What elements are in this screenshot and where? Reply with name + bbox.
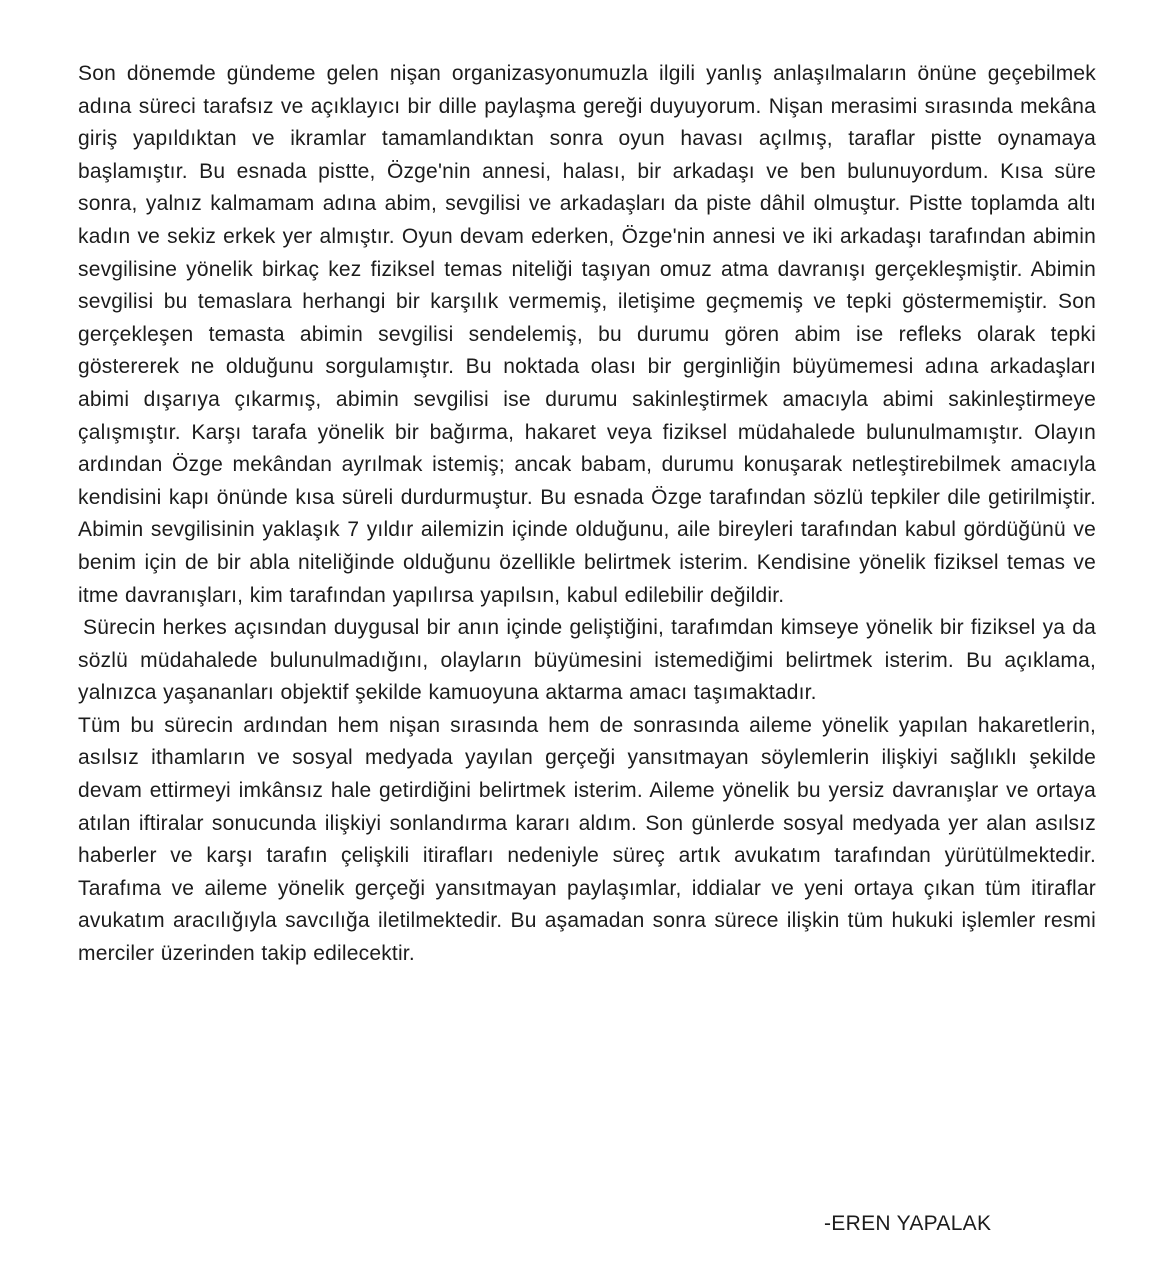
paragraph-legal-process: Tüm bu sürecin ardından hem nişan sırasında hem de sonrasında aileme yönelik yapılan hakaretlerin, asılsız ithamların ve sosyal medyada yayılan gerçeği yansıtmayan söylemlerin ilişkiyi sağlıklı şekilde devam ettirmeyi imkânsız hale getirdiğini belirtmek isterim. Aileme yönelik bu yersiz davranışlar ve ortaya atılan iftiralar sonucunda ilişkiyi sonlandırma kararı aldım. Son günlerde sosyal medyada yer alan asılsız haberler ve karşı tarafın çelişkili itirafları nedeniyle süreç artık avukatım tarafından yürütülmektedir. Tarafıma ve aileme yönelik gerçeği yansıtmayan paylaşımlar, iddialar ve yeni ortaya çıkan tüm itiraflar avukatım aracılığıyla savcılığa iletilmektedir. Bu aşamadan sonra sürece ilişkin tüm hukuki işlemler resmi merciler üzerinden takip edilecektir. (78, 713, 1096, 966)
paragraph-incident-account: Son dönemde gündeme gelen nişan organizasyonumuzla ilgili yanlış anlaşılmaların önüne geçebilmek adına süreci tarafsız ve açıklayıcı bir dille paylaşma gereği duyuyorum. Nişan merasimi sırasında mekâna giriş yapıldıktan ve ikramlar tamamlandıktan sonra oyun havası açılmış, taraflar pistte oynamaya başlamıştır. Bu esnada pistte, Özge'nin annesi, halası, bir arkadaşı ve ben bulunuyordum. Kısa süre sonra, yalnız kalmamam adına abim, sevgilisi ve arkadaşları da piste dâhil olmuştur. Pistte toplamda altı kadın ve sekiz erkek yer almıştır. Oyun devam ederken, Özge'nin annesi ve iki arkadaşı tarafından abimin sevgilisine yönelik birkaç kez fiziksel temas niteliği taşıyan omuz atma davranışı gerçekleşmiştir. Abimin sevgilisi bu temaslara herhangi bir karşılık vermemiş, iletişime geçmemiş ve tepki göstermemiştir. Son gerçekleşen temasta abimin sevgilisi sendelemiş, bu durumu gören abim ise refleks olarak tepki göstererek ne olduğunu sorgulamıştır. Bu noktada olası bir gerginliğin büyümemesi adına arkadaşları abimi dışarıya çıkarmış, abimin sevgilisi ise durumu sakinleştirmek amacıyla abimi sakinleştirmeye çalışmıştır. Karşı tarafa yönelik bir bağırma, hakaret veya fiziksel müdahalede bulunulmamıştır. Olayın ardından Özge mekândan ayrılmak istemiş; ancak babam, durumu konuşarak netleştirebilmek amacıyla kendisini kapı önünde kısa süreli durdurmuştur. Bu esnada Özge tarafından sözlü tepkiler dile getirilmiştir. Abimin sevgilisinin yaklaşık 7 yıldır ailemizin içinde olduğunu, aile bireyleri tarafından kabul gördüğünü ve benim için de bir abla niteliğinde olduğunu özellikle belirtmek isterim. Kendisine yönelik fiziksel temas ve itme davranışları, kim tarafından yapılırsa yapılsın, kabul edilebilir değildir. (78, 62, 1096, 607)
statement-body (78, 58, 1096, 971)
signature: -EREN YAPALAK (824, 1212, 992, 1235)
paragraph-clarification: Sürecin herkes açısından duygusal bir anın içinde geliştiğini, tarafımdan kimseye yönelik bir fiziksel ya da sözlü müdahalede bulunulmadığını, olayların büyümesini istemediğimi belirtmek isterim. Bu açıklama, yalnızca yaşananları objektif şekilde kamuoyuna aktarma amacı taşımaktadır. (78, 616, 1096, 705)
